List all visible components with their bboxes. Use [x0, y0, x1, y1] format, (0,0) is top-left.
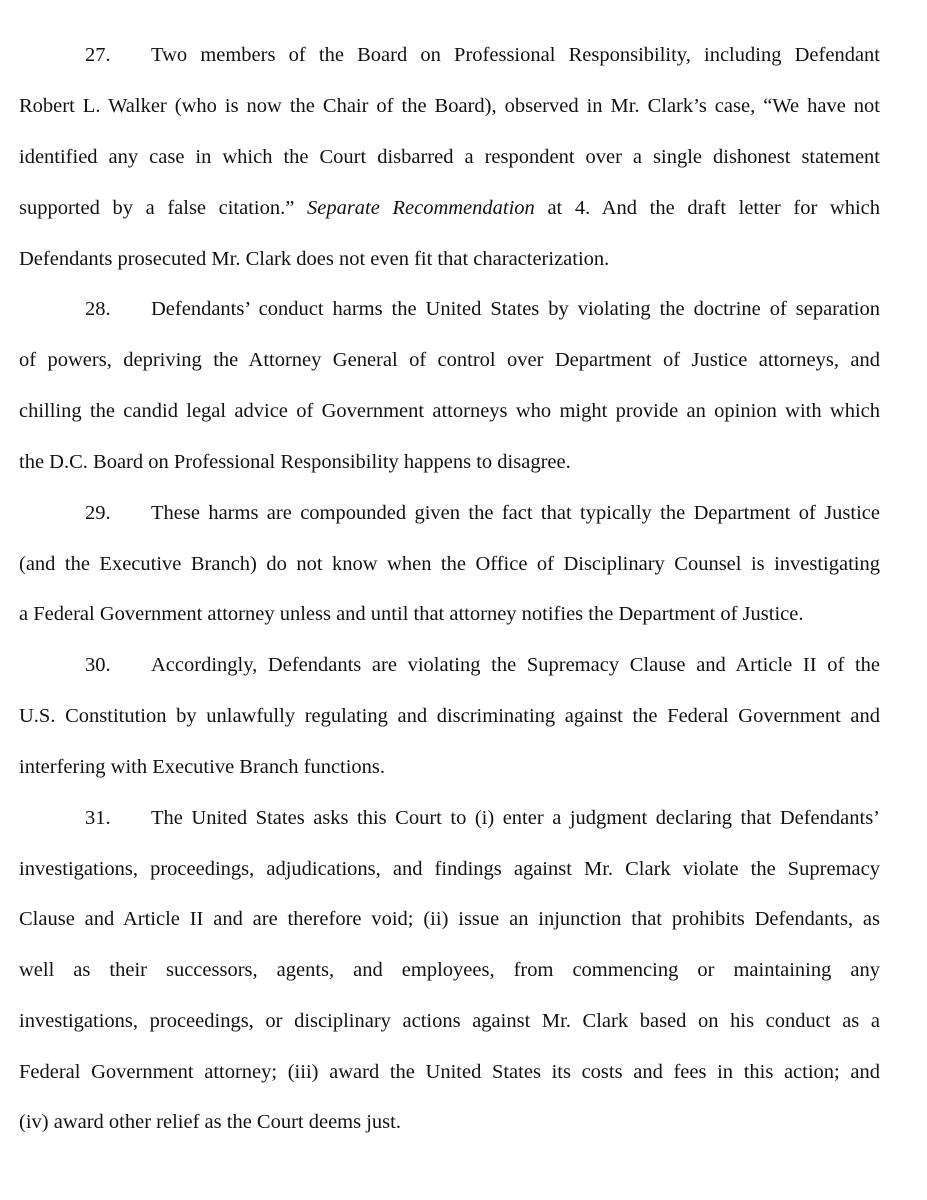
paragraph-line: interfering with Executive Branch functions. [19, 756, 386, 778]
paragraph-line [19, 188, 880, 228]
paragraph-line: Robert L. Walker (who is now the Chair of the Board), observed in Mr. Clark’s case, “We have not [19, 95, 880, 117]
paragraph-line: investigations, proceedings, or disciplinary actions against Mr. Clark based on his conduct as a [19, 1010, 880, 1032]
paragraph-number: 31. [85, 807, 111, 829]
paragraph-line: a Federal Government attorney unless and until that attorney notifies the Department of Justice. [19, 603, 804, 625]
paragraph-line: well as their successors, agents, and employees, from commencing or maintaining any [19, 959, 880, 981]
paragraph-line: Federal Government attorney; (iii) award the United States its costs and fees in this action; and [19, 1061, 880, 1083]
paragraph-line: identified any case in which the Court disbarred a respondent over a single dishonest statement [19, 146, 880, 168]
paragraph-line: (and the Executive Branch) do not know when the Office of Disciplinary Counsel is investigating [19, 553, 880, 575]
paragraph-number: 30. [85, 654, 111, 676]
paragraph-line: investigations, proceedings, adjudications, and findings against Mr. Clark violate the Supremacy [19, 858, 880, 880]
paragraph-number: 29. [85, 502, 111, 524]
paragraph-text: These harms are compounded given the fact that typically the Department of Justice [151, 502, 880, 524]
case-citation: Separate Recommendation [306, 197, 535, 219]
paragraph-line [19, 35, 880, 75]
paragraph-line: Defendants prosecuted Mr. Clark does not even fit that characterization. [19, 248, 610, 270]
paragraph-line [19, 798, 880, 838]
paragraph-text: Accordingly, Defendants are violating the Supremacy Clause and Article II of the [151, 654, 880, 676]
paragraph-line [19, 289, 880, 329]
paragraph-number: 28. [85, 298, 111, 320]
paragraph-line [19, 645, 880, 685]
paragraph-text: The United States asks this Court to (i) enter a judgment declaring that Defendants’ [151, 807, 880, 829]
paragraph-line: the D.C. Board on Professional Responsibility happens to disagree. [19, 451, 571, 473]
paragraph-line: chilling the candid legal advice of Government attorneys who might provide an opinion with which [19, 400, 880, 422]
paragraph-number: 27. [85, 44, 111, 66]
paragraph-line [19, 493, 880, 533]
paragraph-text: at 4. And the draft letter for which [547, 197, 880, 219]
paragraph-text: supported by a false citation.” [19, 197, 295, 219]
paragraph-line: U.S. Constitution by unlawfully regulating and discriminating against the Federal Government and [19, 705, 880, 727]
paragraph-text: Defendants’ conduct harms the United States by violating the doctrine of separation [151, 298, 880, 320]
paragraph-text: Two members of the Board on Professional Responsibility, including Defendant [151, 44, 880, 66]
paragraph-line: of powers, depriving the Attorney General of control over Department of Justice attorneys, and [19, 349, 880, 371]
paragraph-line: (iv) award other relief as the Court deems just. [19, 1111, 401, 1133]
paragraph-line: Clause and Article II and are therefore void; (ii) issue an injunction that prohibits Defendants, as [19, 908, 880, 930]
